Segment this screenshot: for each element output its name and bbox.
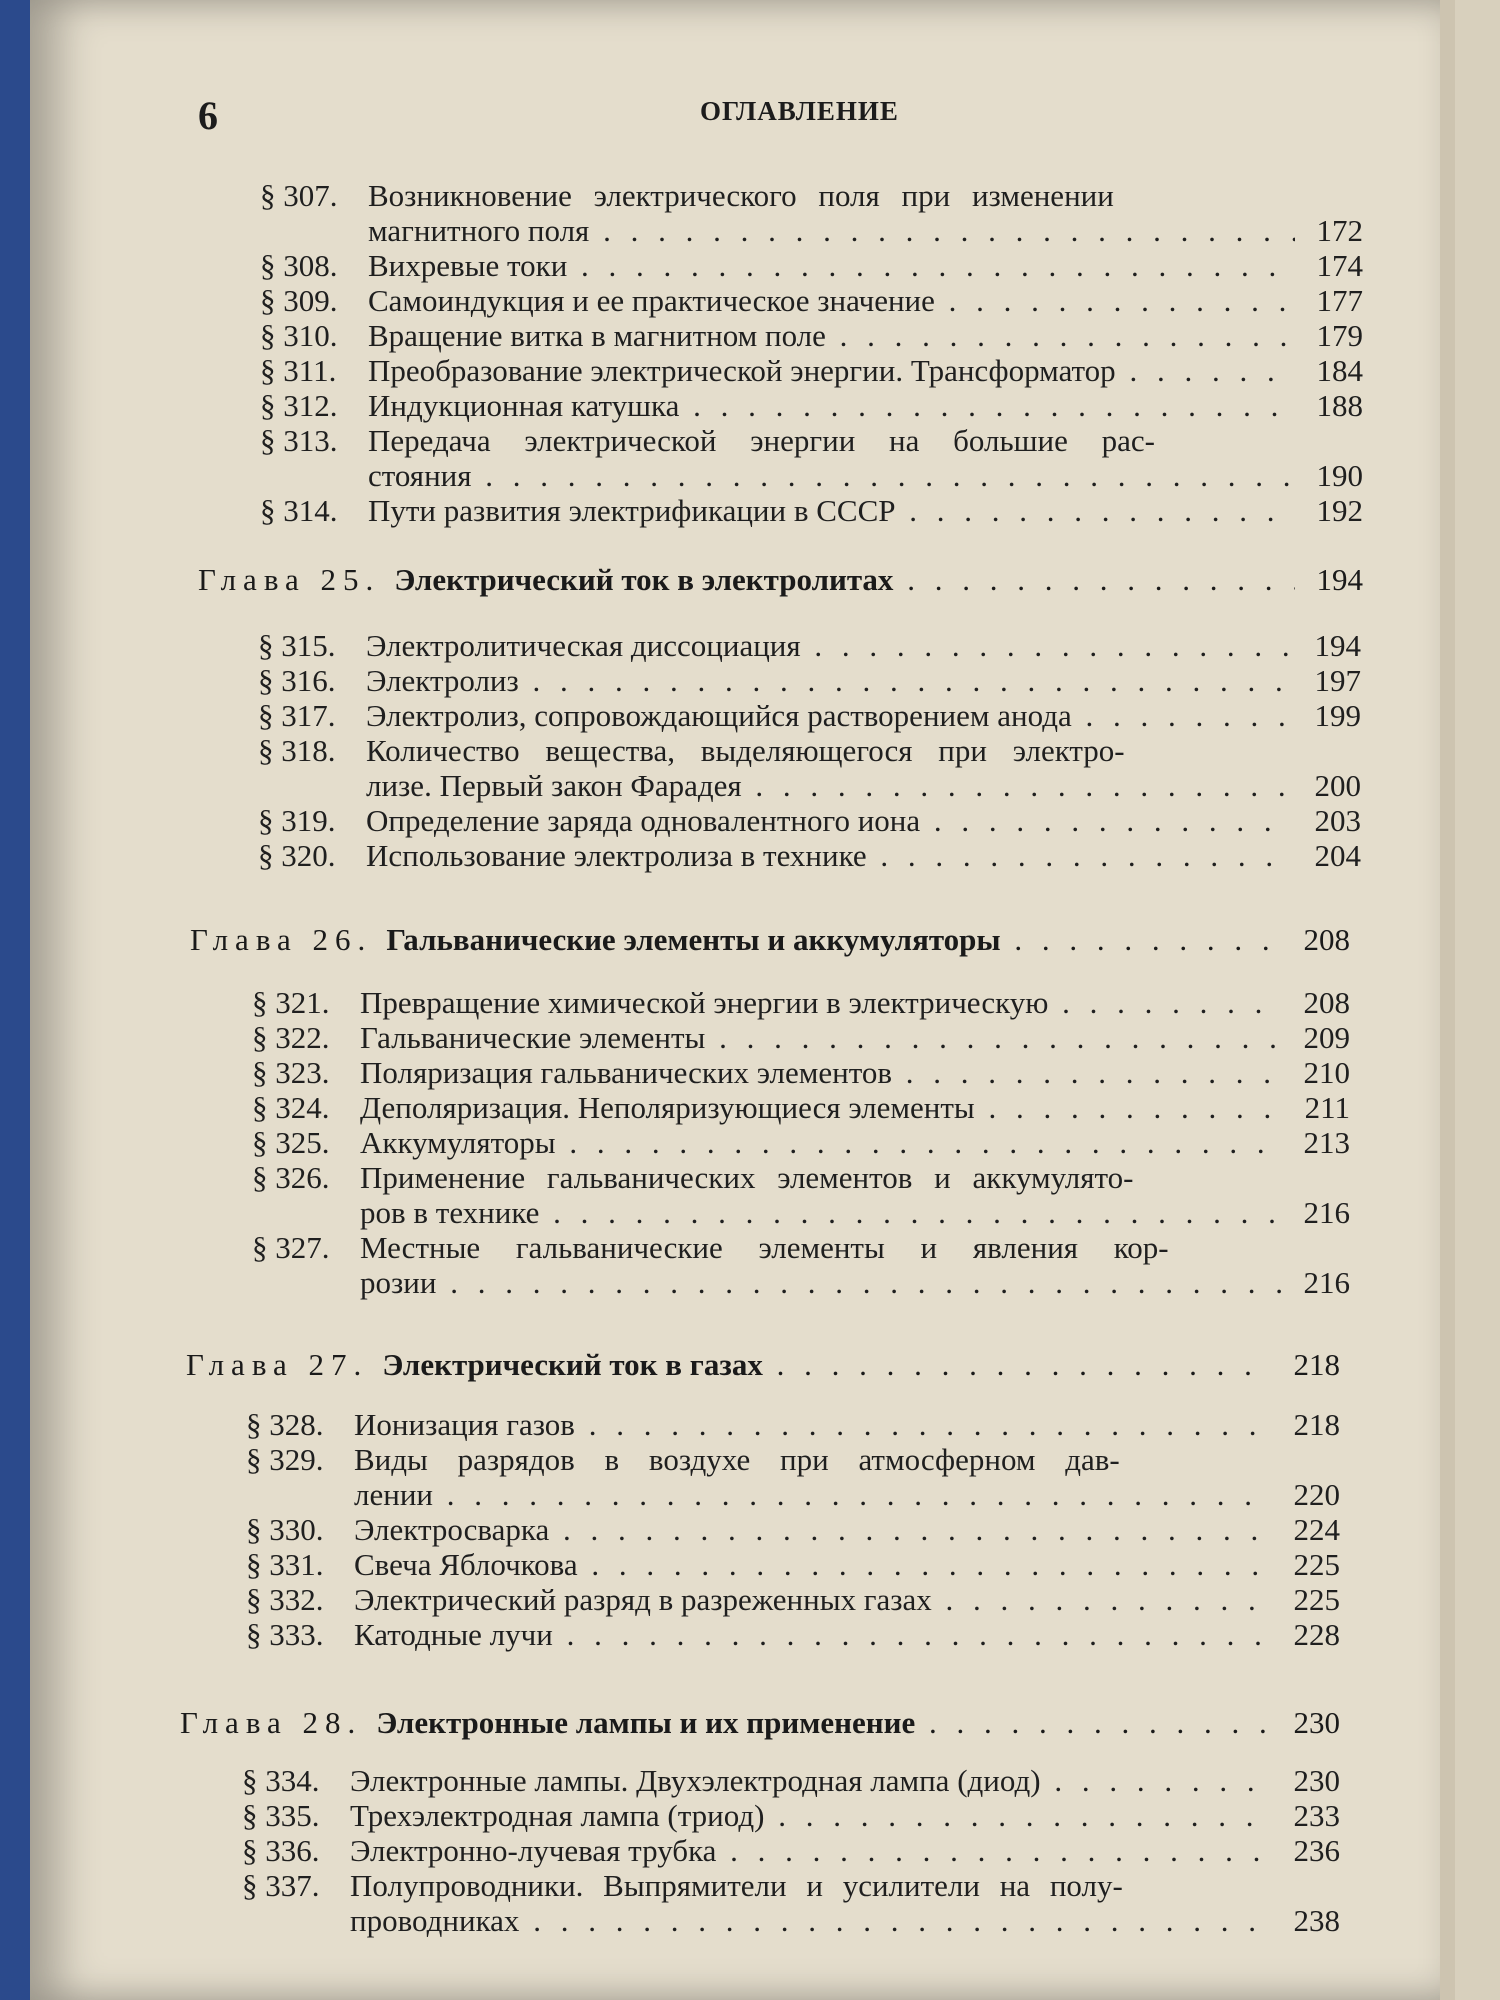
section-number: § 313.	[260, 423, 338, 458]
entry-title: Полупроводники. Выпрямители и усилители на полу-	[350, 1868, 1123, 1903]
toc-entry-329-cont	[354, 1477, 1340, 1512]
page-ref: 194	[1314, 628, 1361, 663]
page-ref: 233	[1293, 1798, 1340, 1833]
chapter-25	[198, 562, 1363, 598]
chapter-label: Глава 28.	[180, 1705, 363, 1740]
entry-title: Электрический разряд в разреженных газах . . .	[354, 1582, 1272, 1617]
page-ref: 228	[1293, 1617, 1340, 1652]
page-ref: 184	[1316, 353, 1363, 388]
entry-title-cont: магнитного поля . . .	[368, 213, 1295, 248]
page-ref: 192	[1316, 493, 1363, 528]
entry-title: Индукционная катушка . . .	[368, 388, 1295, 423]
chapter-title: Электрический ток в газах . . .	[382, 1347, 1272, 1383]
section-number: § 325.	[252, 1125, 330, 1160]
section-number: § 319.	[258, 803, 336, 838]
entry-title: Поляризация гальванических элементов . . .	[360, 1055, 1282, 1090]
section-number: § 329.	[246, 1442, 324, 1477]
entry-title: Трехэлектродная лампа (триод) . . .	[350, 1798, 1272, 1833]
section-number: § 333.	[246, 1617, 324, 1652]
toc-entry-317	[258, 698, 1361, 733]
section-number: § 308.	[260, 248, 338, 283]
section-number: § 335.	[242, 1798, 320, 1833]
section-number: § 310.	[260, 318, 338, 353]
page-ref: 230	[1293, 1763, 1340, 1798]
section-number: § 334.	[242, 1763, 320, 1798]
entry-title: Пути развития электрификации в СССР . . .	[368, 493, 1295, 528]
entry-title-cont: розии . . .	[360, 1265, 1282, 1300]
section-number: § 332.	[246, 1582, 324, 1617]
toc-entry-332	[246, 1582, 1340, 1617]
toc-entry-319	[258, 803, 1361, 838]
toc-entry-309	[260, 283, 1363, 318]
toc-entry-318-cont	[366, 768, 1361, 803]
entry-title: Применение гальванических элементов и аккумулято-	[360, 1160, 1134, 1195]
page-ref: 220	[1293, 1477, 1340, 1512]
entry-title-cont: ров в технике . . .	[360, 1195, 1282, 1230]
page-number: 6	[198, 93, 218, 138]
section-number: § 314.	[260, 493, 338, 528]
section-number: § 323.	[252, 1055, 330, 1090]
entry-title: Гальванические элементы . . .	[360, 1020, 1282, 1055]
entry-title: Определение заряда одновалентного иона . . .	[366, 803, 1293, 838]
chapter-27	[186, 1347, 1340, 1383]
section-number: § 336.	[242, 1833, 320, 1868]
section-number: § 318.	[258, 733, 336, 768]
running-title: ОГЛАВЛЕНИЕ	[700, 96, 899, 126]
page-ref: 216	[1303, 1195, 1350, 1230]
chapter-28	[180, 1705, 1340, 1741]
entry-title-cont: стояния . . .	[368, 458, 1295, 493]
page-ref: 224	[1293, 1512, 1340, 1547]
toc-entry-331	[246, 1547, 1340, 1582]
chapter-title: Электронные лампы и их применение . . .	[376, 1705, 1272, 1741]
entry-title: Виды разрядов в воздухе при атмосферном дав-	[354, 1442, 1120, 1477]
section-number: § 311.	[260, 353, 337, 388]
page-ref: 177	[1316, 283, 1363, 318]
toc-entry-311	[260, 353, 1363, 388]
section-number: § 309.	[260, 283, 338, 318]
chapter-label: Глава 27.	[186, 1347, 369, 1382]
toc-entry-325	[252, 1125, 1350, 1160]
entry-title: Свеча Яблочкова . . .	[354, 1547, 1272, 1582]
entry-title: Электронные лампы. Двухэлектродная лампа (диод) . . .	[350, 1763, 1272, 1798]
page-header	[30, 92, 1455, 142]
page-ref: 199	[1314, 698, 1361, 733]
book-page	[30, 0, 1455, 2000]
toc-entry-333	[246, 1617, 1340, 1652]
toc-entry-324	[252, 1090, 1350, 1125]
page-ref: 209	[1303, 1020, 1350, 1055]
page-ref: 208	[1303, 985, 1350, 1020]
page-ref: 179	[1316, 318, 1363, 353]
section-number: § 326.	[252, 1160, 330, 1195]
entry-title-cont: лизе. Первый закон Фарадея . . .	[366, 768, 1293, 803]
section-number: § 317.	[258, 698, 336, 733]
section-number: § 331.	[246, 1547, 324, 1582]
toc-entry-307-cont	[368, 213, 1363, 248]
entry-title: Электролиз . . .	[366, 663, 1293, 698]
page-ref: 190	[1316, 458, 1363, 493]
toc-entry-318	[258, 733, 1298, 768]
page-ref: 211	[1304, 1090, 1350, 1125]
toc-entry-323	[252, 1055, 1350, 1090]
toc-entry-316	[258, 663, 1361, 698]
toc-entry-334	[242, 1763, 1340, 1798]
entry-title-cont: проводниках . . .	[350, 1903, 1272, 1938]
page-ref: 208	[1303, 922, 1350, 957]
entry-title: Самоиндукция и ее практическое значение . . .	[368, 283, 1295, 318]
section-number: § 321.	[252, 985, 330, 1020]
toc-entry-313-cont	[368, 458, 1363, 493]
page-ref: 218	[1293, 1347, 1340, 1382]
toc-entry-322	[252, 1020, 1350, 1055]
toc-entry-336	[242, 1833, 1340, 1868]
toc-entry-327	[252, 1230, 1292, 1265]
page-ref: 172	[1316, 213, 1363, 248]
chapter-label: Глава 25.	[198, 562, 381, 597]
entry-title: Катодные лучи . . .	[354, 1617, 1272, 1652]
toc-entry-326	[252, 1160, 1292, 1195]
page-ref: 204	[1314, 838, 1361, 873]
toc-entry-337-cont	[350, 1903, 1340, 1938]
page-ref: 188	[1316, 388, 1363, 423]
section-number: § 324.	[252, 1090, 330, 1125]
page-ref: 225	[1293, 1547, 1340, 1582]
entry-title: Электролиз, сопровождающийся растворением анода . . .	[366, 698, 1293, 733]
page-ref: 203	[1314, 803, 1361, 838]
entry-title: Местные гальванические элементы и явления кор-	[360, 1230, 1169, 1265]
chapter-title: Гальванические элементы и аккумуляторы . . .	[386, 922, 1282, 958]
toc-entry-330	[246, 1512, 1340, 1547]
toc-entry-320	[258, 838, 1361, 873]
page-ref: 236	[1293, 1833, 1340, 1868]
page-ref: 218	[1293, 1407, 1340, 1442]
toc-entry-310	[260, 318, 1363, 353]
toc-entry-335	[242, 1798, 1340, 1833]
entry-title: Ионизация газов . . .	[354, 1407, 1272, 1442]
section-number: § 327.	[252, 1230, 330, 1265]
chapter-label: Глава 26.	[190, 922, 373, 957]
page-ref: 200	[1314, 768, 1361, 803]
next-page-edge	[1455, 0, 1500, 2000]
toc-entry-321	[252, 985, 1350, 1020]
toc-entry-328	[246, 1407, 1340, 1442]
page-ref: 210	[1303, 1055, 1350, 1090]
entry-title: Электролитическая диссоциация . . .	[366, 628, 1293, 663]
page-ref: 174	[1316, 248, 1363, 283]
section-number: § 337.	[242, 1868, 320, 1903]
page-ref: 194	[1316, 562, 1363, 597]
entry-title: Возникновение электрического поля при изменении	[368, 178, 1114, 213]
page-ref: 238	[1293, 1903, 1340, 1938]
toc-entry-312	[260, 388, 1363, 423]
toc-entry-308	[260, 248, 1363, 283]
toc-entry-313	[260, 423, 1300, 458]
toc-entry-327-cont	[360, 1265, 1350, 1300]
section-number: § 315.	[258, 628, 336, 663]
entry-title: Использование электролиза в технике . . .	[366, 838, 1293, 873]
page-ref: 197	[1314, 663, 1361, 698]
section-number: § 320.	[258, 838, 336, 873]
entry-title: Вращение витка в магнитном поле . . .	[368, 318, 1295, 353]
toc-entry-315	[258, 628, 1361, 663]
entry-title: Превращение химической энергии в электрическую . . .	[360, 985, 1282, 1020]
entry-title: Деполяризация. Неполяризующиеся элементы . . .	[360, 1090, 1282, 1125]
entry-title: Вихревые токи . . .	[368, 248, 1295, 283]
chapter-title: Электрический ток в электролитах . . .	[394, 562, 1295, 598]
section-number: § 328.	[246, 1407, 324, 1442]
section-number: § 330.	[246, 1512, 324, 1547]
entry-title: Аккумуляторы . . .	[360, 1125, 1282, 1160]
entry-title: Передача электрической энергии на большие рас-	[368, 423, 1155, 458]
entry-title: Преобразование электрической энергии. Трансформатор . . .	[368, 353, 1295, 388]
page-ref: 216	[1303, 1265, 1350, 1300]
page-ref: 230	[1293, 1705, 1340, 1740]
toc-entry-307	[260, 178, 1300, 213]
entry-title: Электросварка . . .	[354, 1512, 1272, 1547]
section-number: § 312.	[260, 388, 338, 423]
section-number: § 307.	[260, 178, 338, 213]
toc-entry-326-cont	[360, 1195, 1350, 1230]
toc-entry-329	[246, 1442, 1276, 1477]
toc-entry-314	[260, 493, 1363, 528]
section-number: § 316.	[258, 663, 336, 698]
entry-title: Электронно-лучевая трубка . . .	[350, 1833, 1272, 1868]
page-ref: 225	[1293, 1582, 1340, 1617]
entry-title: Количество вещества, выделяющегося при электро-	[366, 733, 1125, 768]
entry-title-cont: лении . . .	[354, 1477, 1272, 1512]
toc-entry-337	[242, 1868, 1277, 1903]
page-ref: 213	[1303, 1125, 1350, 1160]
section-number: § 322.	[252, 1020, 330, 1055]
chapter-26	[190, 922, 1350, 958]
